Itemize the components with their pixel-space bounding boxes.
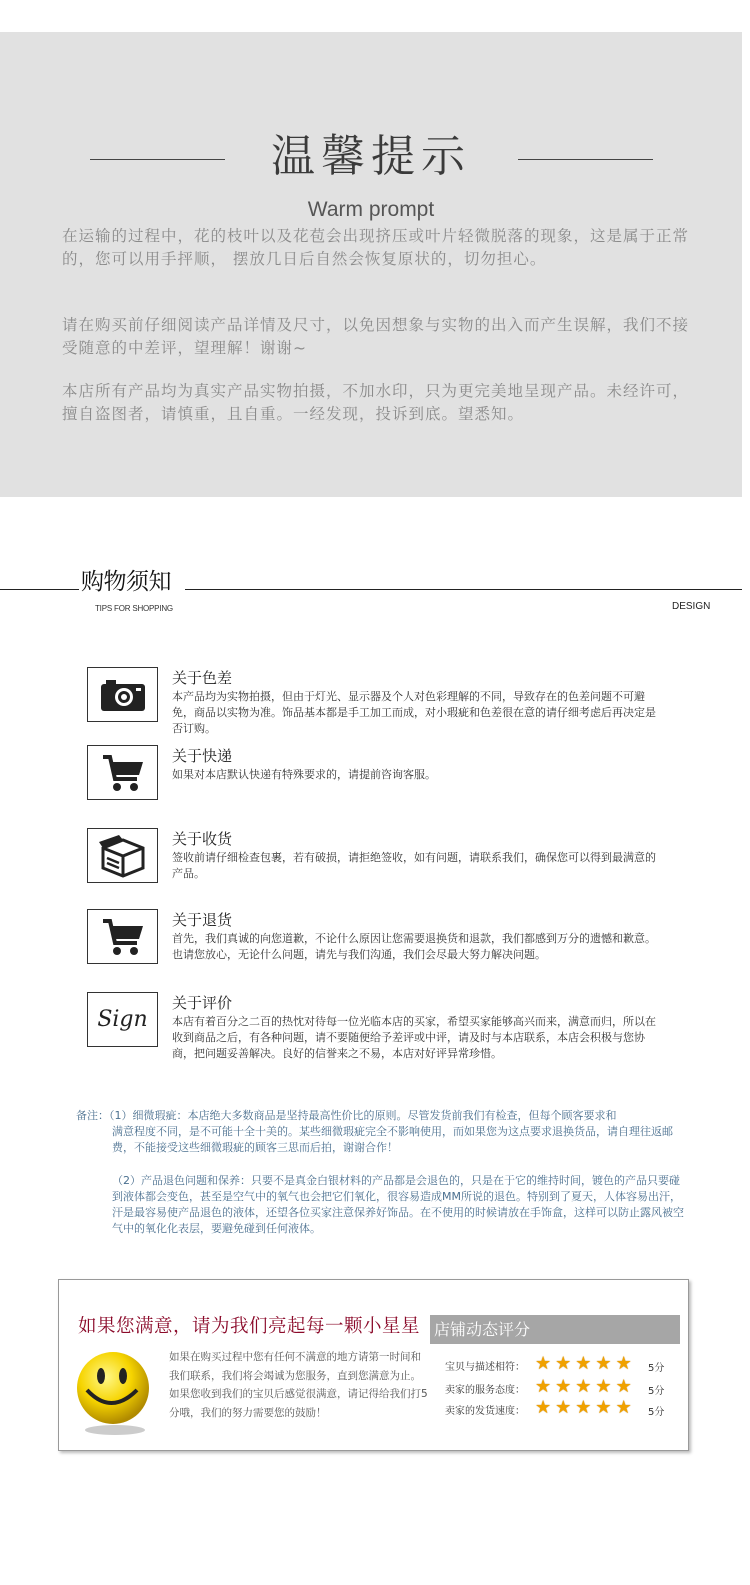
star-icon: ★ [575, 1353, 592, 1374]
tip-title-receiving: 关于收货 [172, 830, 233, 848]
box-icon [87, 828, 158, 883]
shop-rating-title: 店铺动态评分 [430, 1315, 680, 1344]
star-icon: ★ [555, 1376, 572, 1397]
star-icon: ★ [575, 1376, 592, 1397]
tip-item-delivery [87, 745, 667, 801]
star-icon: ★ [575, 1397, 592, 1418]
tips-subtitle: TIPS FOR SHOPPING [95, 604, 173, 613]
warm-paragraph-3: 本店所有产品均为真实产品实物拍摄，不加水印，只为更完美地呈现产品。未经许可，擅自盗图者，请慎重，且自重。一经发现，投诉到底。望悉知。 [62, 382, 690, 423]
tip-item-reviews [87, 992, 667, 1064]
warm-title: 温馨提示 [271, 131, 471, 182]
tip-text-receiving: 签收前请仔细检查包裹，若有破损，请拒绝签收，如有问题，请联系我们，确保您可以得到最满意的产品。 [172, 851, 656, 880]
star-group [535, 1355, 632, 1373]
rating-score: 5分 [648, 1386, 665, 1397]
camera-icon [87, 667, 158, 722]
warm-title-row [0, 132, 742, 182]
sign-text: Sign [97, 1007, 148, 1032]
tip-text-delivery: 如果对本店默认快递有特殊要求的，请提前咨询客服。 [172, 768, 436, 781]
tips-line-left [0, 589, 79, 590]
smiley-icon [71, 1348, 157, 1440]
tip-title-reviews: 关于评价 [172, 994, 233, 1012]
divider-line-right [518, 159, 653, 160]
star-icon: ★ [595, 1376, 612, 1397]
tip-text-returns: 首先，我们真诚的向您道歉，不论什么原因让您需要退换货和退款，我们都感到万分的遗憾和歉意。也请您放心，无论什么问题，请先与我们沟通，我们会尽最大努力解决问题。 [172, 932, 656, 961]
rating-label: 宝贝与描述相符： [445, 1362, 525, 1373]
tip-title-returns: 关于退货 [172, 911, 233, 929]
note-flaws-first-line: 备注：（1）细微瑕疵：本店绝大多数商品是坚持最高性价比的原则。尽管发货前我们有检查，但每个顾客要求和 [76, 1109, 617, 1122]
warm-subtitle: Warm prompt [307, 198, 435, 221]
star-icon: ★ [555, 1353, 572, 1374]
rating-box [58, 1279, 689, 1451]
star-icon: ★ [535, 1353, 552, 1374]
rating-label: 卖家的服务态度： [445, 1385, 525, 1396]
rating-headline: 如果您满意，请为我们亮起每一颗小星星 [78, 1316, 421, 1337]
tips-title: 购物须知 [81, 569, 171, 595]
tips-line-right [185, 589, 742, 590]
cart-icon [87, 909, 158, 964]
tip-title-delivery: 关于快递 [172, 747, 233, 765]
warm-paragraph-2: 请在购买前仔细阅读产品详情及尺寸，以免因想象与实物的出入而产生误解，我们不接受随意的中差评，望理解！谢谢~ [62, 316, 690, 357]
rating-score: 5分 [648, 1407, 665, 1418]
star-group [535, 1378, 632, 1396]
cart-icon [87, 745, 158, 800]
note-flaws [76, 1108, 686, 1156]
star-icon: ★ [615, 1376, 632, 1397]
tip-text-color: 本产品均为实物拍摄，但由于灯光、显示器及个人对色彩理解的不同，导致存在的色差问题不可避免，商品以实物为准。饰品基本都是手工加工而成，对小瑕疵和色差很在意的请仔细考虑后再决定是否订购。 [172, 690, 656, 735]
tip-item-color [87, 667, 667, 737]
rating-row-service [445, 1378, 685, 1398]
star-group [535, 1399, 632, 1417]
star-icon: ★ [595, 1397, 612, 1418]
tip-title-color: 关于色差 [172, 669, 233, 687]
star-icon: ★ [555, 1397, 572, 1418]
star-icon: ★ [595, 1353, 612, 1374]
rating-box-text: 如果在购买过程中您有任何不满意的地方请第一时间和我们联系，我们将会竭诚为您服务，直到您满意为止。如果您收到我们的宝贝后感觉很满意，请记得给我们打5分哦，我们的努力需要您的鼓励！ [169, 1351, 428, 1419]
tip-item-receiving [87, 828, 667, 888]
design-label: DESIGN [672, 601, 711, 612]
sign-icon [87, 992, 158, 1047]
star-icon: ★ [535, 1376, 552, 1397]
note-fading: （2）产品退色问题和保养：只要不是真金白银材料的产品都是会退色的，只是在于它的维持时间，镀色的产品只要碰到液体都会变色，甚至是空气中的氧气也会把它们氧化，很容易造成MM所说的退色。特别到了夏天，人体容易出汗，汗是最容易使产品退色的液体，还望各位买家注意保养好饰品。在不使用的时候请放在手饰盒，这样可以防止露风被空气中的氧化化表层，要避免碰到任何液体。 [112, 1174, 684, 1235]
star-icon: ★ [535, 1397, 552, 1418]
rating-label: 卖家的发货速度： [445, 1406, 525, 1417]
warm-paragraph-1: 在运输的过程中，花的枝叶以及花苞会出现挤压或叶片轻微脱落的现象，这是属于正常的，您可以用手抨顺， 摆放几日后自然会恢复原状的，切勿担心。 [62, 227, 690, 268]
tip-item-returns [87, 909, 667, 969]
note-flaws-rest: 满意程度不同，是不可能十全十美的。某些细微瑕疵完全不影响使用，而如果您为这点要求退换货品，请自理往返邮费，不能接受这些细微瑕疵的顾客三思而后拍，谢谢合作！ [112, 1125, 673, 1154]
tip-text-reviews: 本店有着百分之二百的热忱对待每一位光临本店的买家，希望买家能够高兴而来，满意而归，所以在收到商品之后，有各种问题，请不要随便给予差评或中评，请及时与本店联系，本店会积极与您协商，把问题妥善解决。良好的信誉来之不易，本店对好评异常珍惜。 [172, 1015, 656, 1060]
star-icon: ★ [615, 1397, 632, 1418]
rating-row-shipping [445, 1399, 685, 1419]
star-icon: ★ [615, 1353, 632, 1374]
warm-prompt-section [0, 32, 742, 497]
rating-row-description [445, 1355, 685, 1375]
rating-score: 5分 [648, 1363, 665, 1374]
